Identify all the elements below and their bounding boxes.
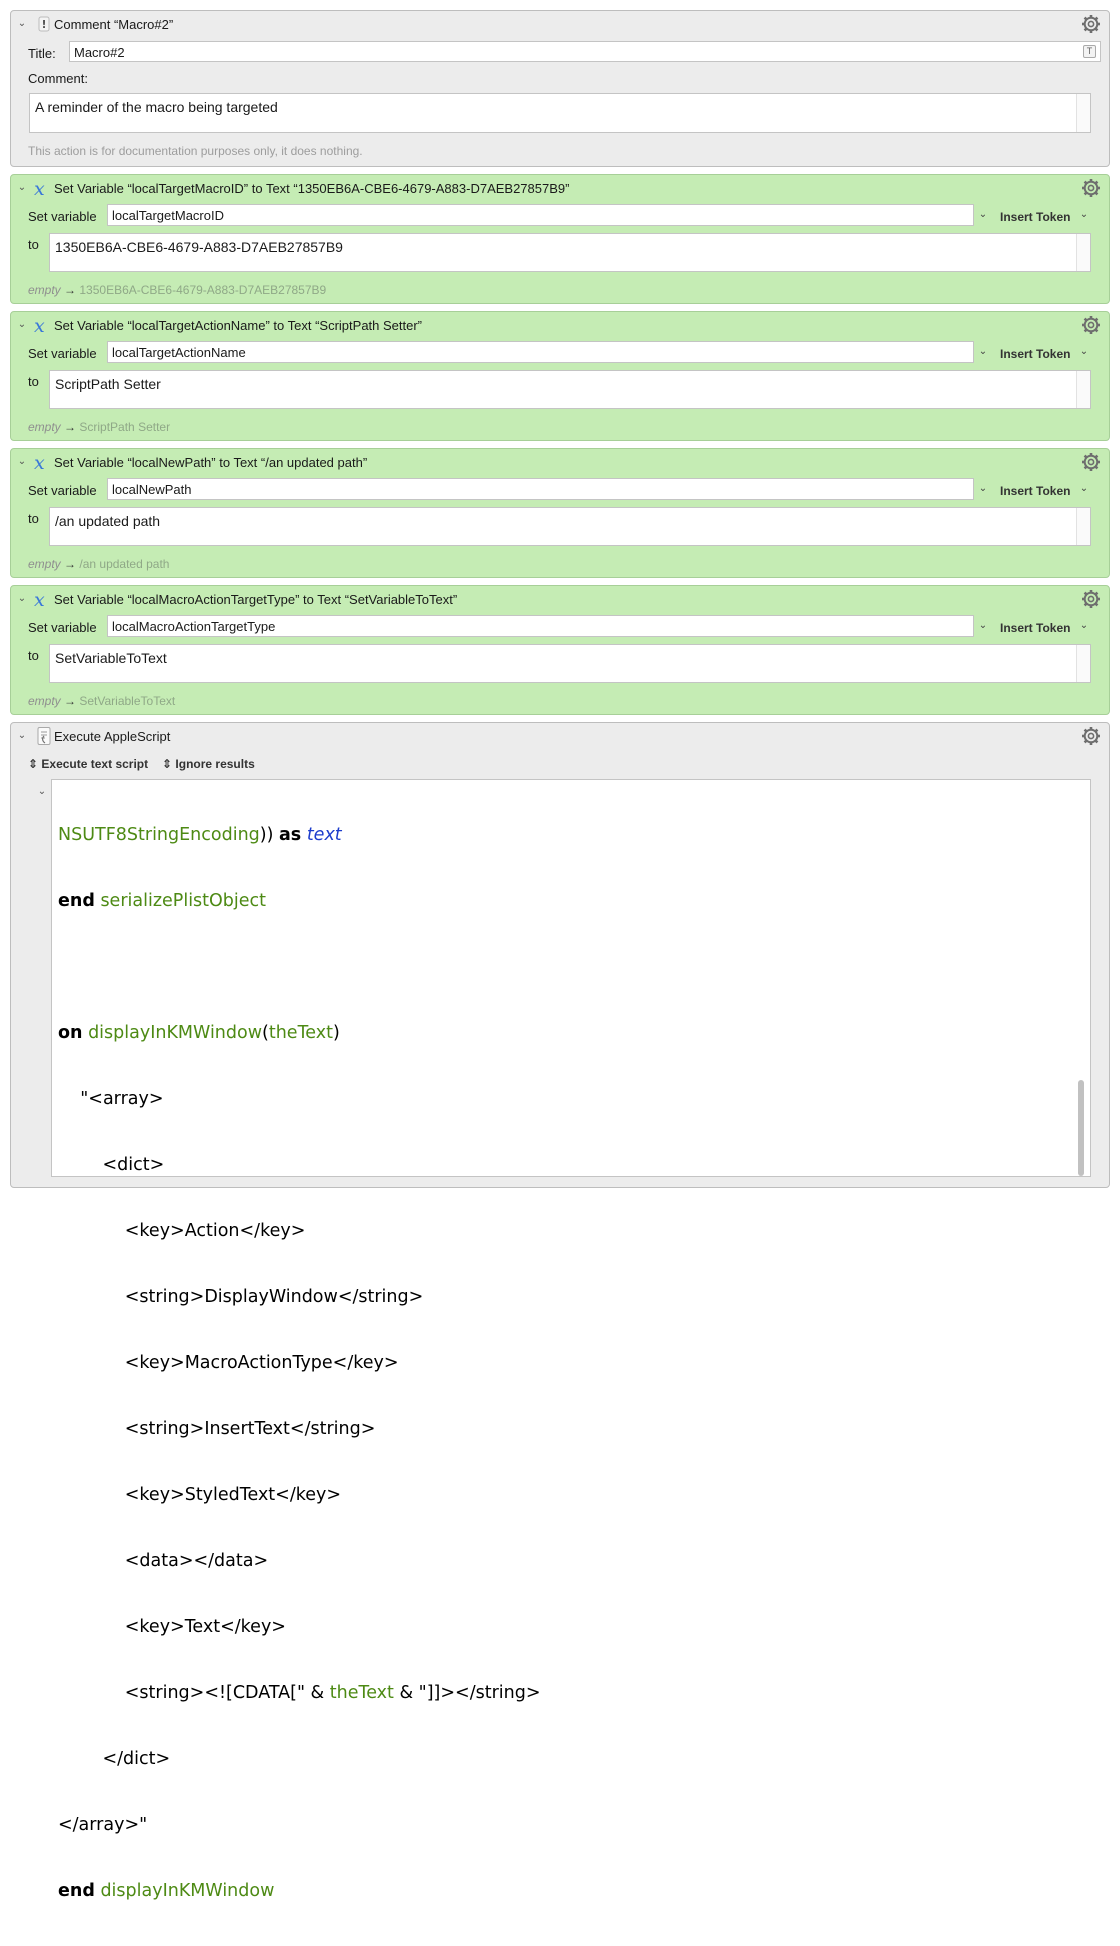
title-label: Title: [28,46,56,61]
action-title: Set Variable “localTargetActionName” to Text “ScriptPath Setter” [54,318,423,333]
result-preview [28,420,170,434]
value-text: ScriptPath Setter [55,376,161,392]
code-line: <key>Action</key> [58,1221,306,1241]
code-text: NSUTF8StringEncoding [58,825,260,845]
disclosure-chevron-icon[interactable]: ⌄ [17,182,27,193]
execute-mode-popup[interactable] [28,757,148,771]
preview-value: ScriptPath Setter [79,420,171,434]
code-line: <string>DisplayWindow</string> [58,1287,424,1307]
to-label: to [28,511,39,526]
preview-value: 1350EB6A-CBE6-4679-A883-D7AEB27857B9 [79,283,327,297]
gear-icon[interactable] [1081,14,1101,34]
set-variable-action [10,311,1110,441]
action-title: Set Variable “localMacroActionTargetType” to Text “SetVariableToText” [54,592,458,607]
title-value: Macro#2 [74,45,125,60]
code-line [58,956,1070,978]
x-variable-icon [33,316,55,334]
set-variable-label: Set variable [28,483,97,498]
code-line: <string><![CDATA[" & theText & "]]></string> [58,1683,541,1703]
gear-icon[interactable] [1081,178,1101,198]
code-line: NSUTF8StringEncoding)) as text [58,825,342,845]
insert-token-button[interactable]: Insert Token [1000,621,1071,635]
preview-value: /an updated path [79,557,170,571]
code-line: <key>Text</key> [58,1617,286,1637]
variable-name-field[interactable] [107,615,974,637]
action-title: Comment “Macro#2” [54,17,174,32]
value-text: 1350EB6A-CBE6-4679-A883-D7AEB27857B9 [55,239,343,255]
preview-arrow-icon: → [64,557,77,571]
code-line: <data></data> [58,1551,269,1571]
insert-token-button[interactable]: Insert Token [1000,210,1071,224]
action-title: Execute AppleScript [54,729,171,744]
value-text-field[interactable] [49,233,1091,272]
insert-token-chevron-icon[interactable]: ⌄ [1079,483,1089,494]
value-scrollbar[interactable] [1076,508,1090,545]
variable-menu-chevron-icon[interactable]: ⌄ [978,620,988,631]
documentation-hint: This action is for documentation purposes only, it does nothing. [28,144,363,158]
set-variable-action [10,174,1110,304]
set-variable-label: Set variable [28,620,97,635]
x-variable-icon [33,453,55,471]
action-header[interactable] [11,11,1109,37]
value-text-field[interactable] [49,507,1091,546]
preview-empty: empty [28,283,61,297]
set-variable-label: Set variable [28,209,97,224]
code-line: <key>MacroActionType</key> [58,1353,399,1373]
svg-text:!: ! [41,18,47,31]
variable-name-value: localTargetMacroID [112,208,224,223]
variable-menu-chevron-icon[interactable]: ⌄ [978,483,988,494]
results-mode-label: Ignore results [175,757,255,771]
script-fold-chevron-icon[interactable]: ⌄ [37,786,47,797]
popup-arrows-icon: ⇕ [28,757,39,771]
x-variable-icon [33,590,55,608]
action-header[interactable] [11,586,1109,612]
code-line: <dict> [58,1155,165,1175]
popup-arrows-icon: ⇕ [162,757,173,771]
variable-menu-chevron-icon[interactable]: ⌄ [978,346,988,357]
code-line: end displayInKMWindow [58,1881,275,1901]
code-line: end serializePlistObject [58,891,267,911]
set-variable-action [10,448,1110,578]
insert-token-chevron-icon[interactable]: ⌄ [1079,209,1089,220]
script-code[interactable] [58,780,1070,1946]
disclosure-chevron-icon[interactable]: ⌄ [17,18,27,29]
preview-empty: empty [28,557,61,571]
result-preview [28,283,326,297]
preview-value: SetVariableToText [79,694,176,708]
result-preview [28,694,175,708]
action-title: Set Variable “localNewPath” to Text “/an updated path” [54,455,368,470]
gear-icon[interactable] [1081,315,1101,335]
value-scrollbar[interactable] [1076,234,1090,271]
code-line: <string>InsertText</string> [58,1419,376,1439]
text-style-icon[interactable]: T [1083,45,1096,58]
value-text-field[interactable] [49,644,1091,683]
script-document-icon [33,727,55,745]
action-header[interactable] [11,723,1109,749]
preview-arrow-icon: → [64,283,77,297]
to-label: to [28,374,39,389]
preview-arrow-icon: → [64,420,77,434]
gear-icon[interactable] [1081,589,1101,609]
comment-value: A reminder of the macro being targeted [35,99,278,115]
preview-empty: empty [28,420,61,434]
title-field[interactable] [69,41,1101,62]
variable-name-field[interactable] [107,341,974,363]
disclosure-chevron-icon[interactable]: ⌄ [17,319,27,330]
code-line: </array>" [58,1815,148,1835]
script-editor[interactable] [51,779,1091,1901]
code-line: <key>StyledText</key> [58,1485,342,1505]
value-scrollbar[interactable] [1076,371,1090,408]
insert-token-button[interactable]: Insert Token [1000,347,1071,361]
disclosure-chevron-icon[interactable]: ⌄ [17,593,27,604]
variable-name-value: localTargetActionName [112,345,246,360]
code-line: </dict> [58,1749,171,1769]
action-header[interactable] [11,449,1109,475]
variable-menu-chevron-icon[interactable]: ⌄ [978,209,988,220]
x-variable-icon [33,179,55,197]
insert-token-button[interactable]: Insert Token [1000,484,1071,498]
action-header[interactable] [11,175,1109,201]
disclosure-chevron-icon[interactable]: ⌄ [17,456,27,467]
insert-token-chevron-icon[interactable]: ⌄ [1079,346,1089,357]
comment-action [10,10,1110,167]
variable-name-field[interactable] [107,478,974,500]
to-label: to [28,648,39,663]
set-variable-label: Set variable [28,346,97,361]
insert-token-chevron-icon[interactable]: ⌄ [1079,620,1089,631]
preview-empty: empty [28,694,61,708]
results-mode-popup[interactable] [162,757,255,771]
disclosure-chevron-icon[interactable]: ⌄ [17,730,27,741]
gear-icon[interactable] [1081,452,1101,472]
value-text: SetVariableToText [55,650,167,666]
execute-applescript-action [10,722,1110,1901]
execute-mode-label: Execute text script [41,757,149,771]
comment-field[interactable] [29,93,1091,133]
value-text: /an updated path [55,513,161,529]
value-text-field[interactable] [49,370,1091,409]
result-preview [28,557,169,571]
action-header[interactable] [11,312,1109,338]
to-label: to [28,237,39,252]
variable-name-field[interactable] [107,204,974,226]
comment-label: Comment: [28,71,88,86]
set-variable-action [10,585,1110,715]
code-line: "<array> [58,1089,164,1109]
preview-arrow-icon: → [64,694,77,708]
variable-name-value: localNewPath [112,482,192,497]
variable-name-value: localMacroActionTargetType [112,619,276,634]
value-scrollbar[interactable] [1076,645,1090,682]
action-title: Set Variable “localTargetMacroID” to Text “1350EB6A-CBE6-4679-A883-D7AEB27857B9” [54,181,570,196]
exclamation-icon [33,15,55,33]
clock-gear-icon[interactable] [1081,726,1101,746]
comment-scrollbar[interactable] [1076,94,1090,132]
code-line: on displayInKMWindow(theText) [58,1023,340,1043]
script-scrollbar-thumb[interactable] [1078,1080,1084,1176]
